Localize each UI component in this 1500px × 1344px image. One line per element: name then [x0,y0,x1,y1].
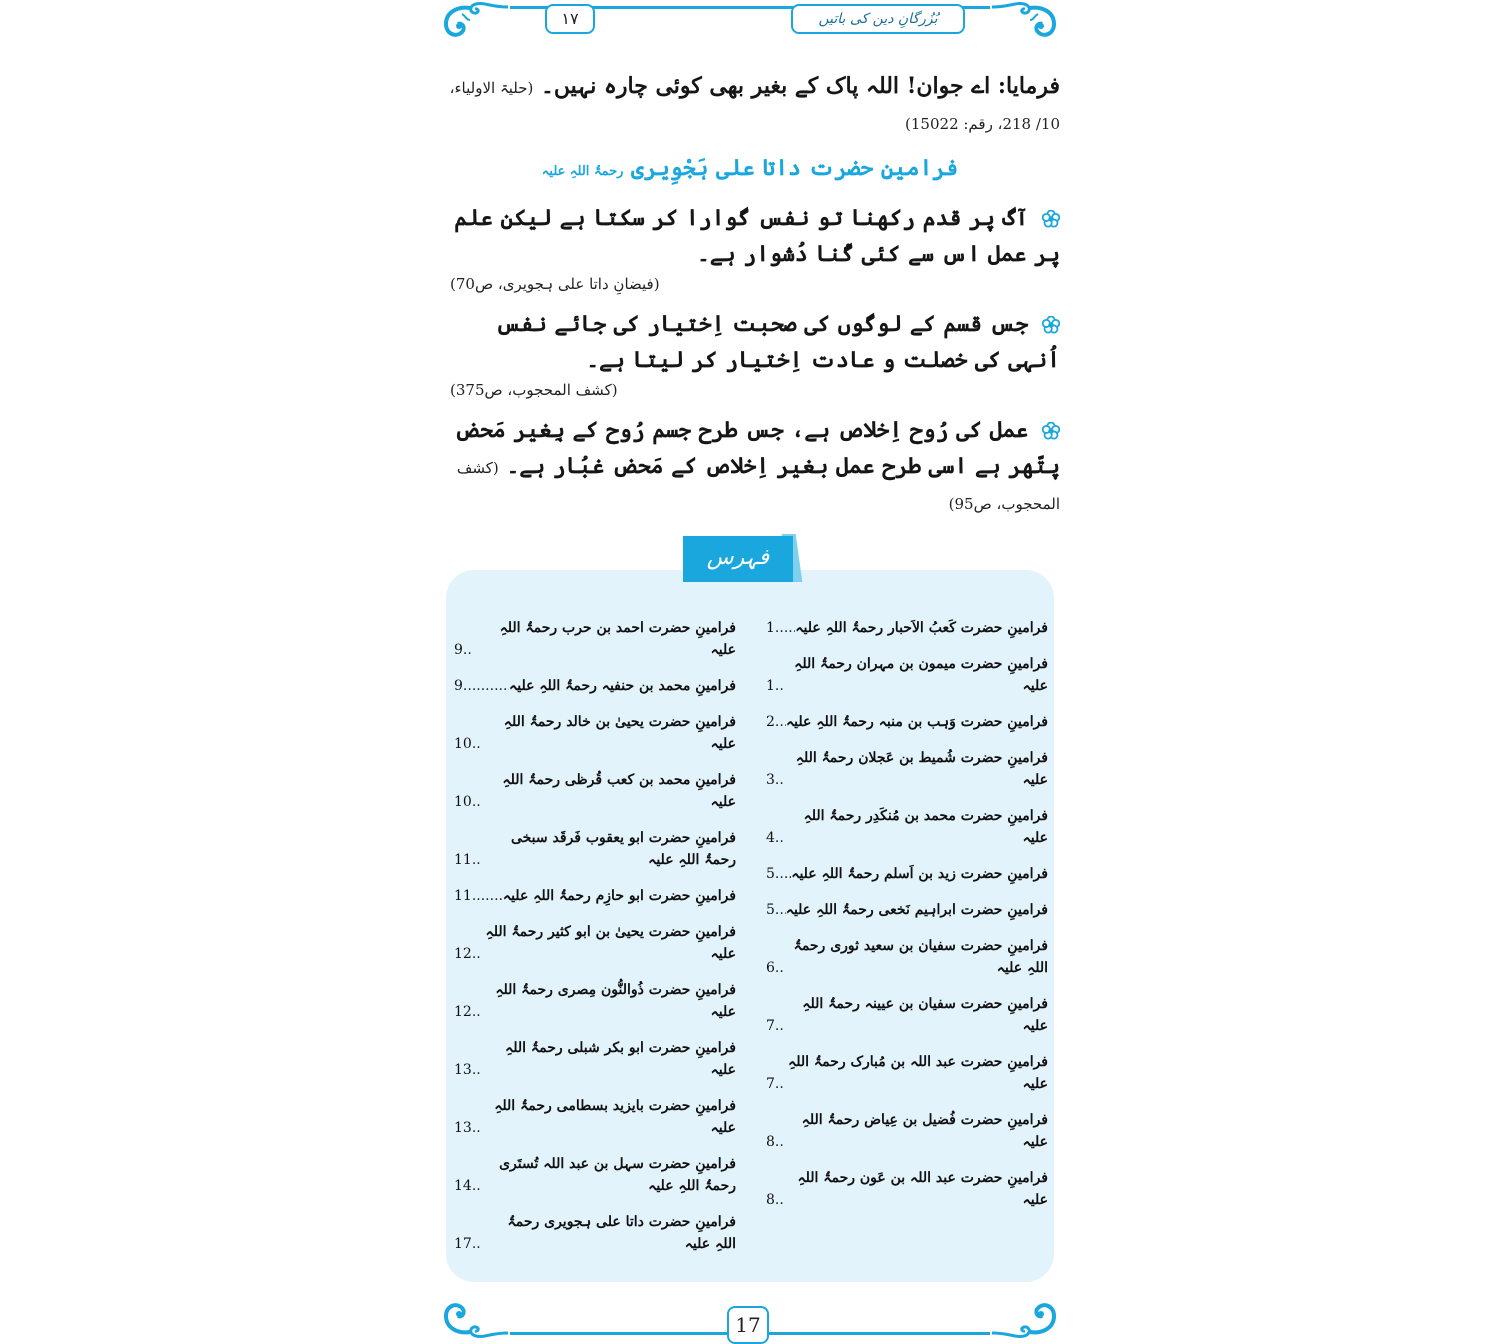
index-column-left [446,610,742,1262]
index-entry[interactable] [764,986,1048,1044]
index-entry[interactable] [764,610,1048,646]
index-entry-leader [472,849,482,871]
index-entry[interactable] [764,928,1048,986]
index-entry-title: فرامینِ حضرت ابو حازِم رحمۃُ اللہِ علیہ [502,888,736,904]
index-entry-page: 12 [454,1004,472,1020]
index-entry-leader [775,1073,785,1095]
index-entry-title: فرامینِ حضرت ابو بکر شبلی رحمۃُ اللہِ علیہ [505,1040,736,1078]
index-entry-leader [472,791,482,813]
index-entry-leader [775,957,785,979]
intro-quote [440,68,1060,140]
index-entry-leader [463,675,509,697]
index-tab: فہرس [683,536,793,582]
index-entry-leader [472,1233,482,1255]
index-entry-title: فرامینِ حضرت شُمیط بن عَجلان رحمۃُ اللہِ علیہ [795,750,1048,788]
saying-1 [440,200,1060,296]
index-entry-leader [472,1117,482,1139]
section-heading-suffix: رحمۃُ اللہِ علیہ [541,164,624,179]
index-entry-page: 4 [766,830,775,846]
index-entry-title: فرامینِ حضرت ابراہیم نَخعی رحمۃُ اللہِ علیہ [785,902,1048,918]
page-header [440,0,1060,46]
index-entry-title: فرامینِ حضرت میمون بن مہران رحمۃُ اللہِ علیہ [794,656,1048,694]
ornament-right-icon [990,1296,1060,1340]
index-entry-page: 7 [766,1076,775,1092]
page-body [440,46,1060,1282]
index-entry[interactable] [452,972,736,1030]
index-entry-page: 12 [454,946,472,962]
index-entry-leader [775,1189,785,1211]
index-entry-page: 1 [766,678,775,694]
index-entry-title: فرامینِ حضرت بایزید بسطامی رحمۃُ اللہِ علیہ [494,1098,736,1136]
index-entry[interactable] [764,646,1048,704]
index-entry[interactable] [764,704,1048,740]
index-entry-leader [775,617,795,639]
book-page [440,0,1060,1342]
index-entry[interactable] [452,762,736,820]
index-entry-title: فرامینِ حضرت یحییٰ بن ابو کثیر رحمۃُ اللہِ علیہ [485,924,736,962]
index-entry[interactable] [764,798,1048,856]
flower-icon [1042,422,1060,440]
index-entry[interactable] [452,1204,736,1262]
index-entry-title: فرامینِ حضرت کَعبُ الاَحبار رحمۃُ اللہِ علیہ [795,620,1048,636]
index-entry-leader [775,769,785,791]
index-entry-leader [775,899,786,921]
page-footer [440,1292,1060,1342]
index-entry[interactable] [452,704,736,762]
index-entry-title: فرامینِ حضرت احمد بن حرب رحمۃُ اللہِ علیہ [499,620,736,658]
index-entry-title: فرامینِ محمد بن حنفیہ رحمۃُ اللہِ علیہ [509,678,736,694]
index-entry-page: 5 [766,866,775,882]
index-entry-page: 9 [454,642,463,658]
index-entry-leader [775,863,791,885]
index-entry-page: 11 [454,852,472,868]
index-entry-page: 13 [454,1120,472,1136]
index-entry[interactable] [452,914,736,972]
index-entry-leader [472,1059,482,1081]
ornament-right-icon [990,0,1060,44]
index-entry[interactable] [452,878,736,914]
index-entry[interactable] [452,1146,736,1204]
index-entry-title: فرامینِ حضرت سہل بن عبد اللہ تُستَری رحمۃُ اللہِ علیہ [499,1156,736,1194]
saying-3 [440,412,1060,520]
index-entry-page: 17 [454,1236,472,1252]
index-entry-title: فرامینِ حضرت ذُوالنُّون مِصری رحمۃُ اللہِ علیہ [495,982,736,1020]
saying-2 [440,306,1060,402]
index-entry[interactable] [764,892,1048,928]
index-box [446,570,1054,1282]
index-entry[interactable] [764,1160,1048,1218]
header-page-number: ١٧ [545,4,595,34]
index-entry[interactable] [764,1044,1048,1102]
flower-icon [1042,316,1060,334]
index-entry-page: 9 [454,678,463,694]
index-entry-leader [472,1175,482,1197]
index-entry-title: فرامینِ حضرت سفیان بن سعید ثوری رحمۃُ اللہِ علیہ [793,938,1048,976]
ornament-left-icon [440,1296,510,1340]
index-entry-leader [775,1131,785,1153]
index-entry-leader [472,885,503,907]
index-entry[interactable] [452,1088,736,1146]
flower-icon [1042,210,1060,228]
index-entry-page: 8 [766,1134,775,1150]
index-entry-page: 10 [454,794,472,810]
index-entry-page: 6 [766,960,775,976]
intro-reference: (حلیۃ الاولیاء، 10/ 218، رقم: 15022) [449,79,1060,133]
index-entry-page: 11 [454,888,472,904]
index-entry[interactable] [452,668,736,704]
index-entry[interactable] [452,820,736,878]
section-heading-text: فرامینِ حضرت داتا علی ہَجْوِیری [631,155,959,181]
index-entry-leader [472,943,482,965]
index-entry-page: 2 [766,714,775,730]
saying-1-text: آگ پر قدم رکھنا تو نفس گوارا کر سکتا ہے لیکن علم پر عمل اس سے کئی گُنا دُشوار ہے۔ [454,205,1060,267]
index-entry-title: فرامینِ حضرت سفیان بن عیینہ رحمۃُ اللہِ علیہ [802,996,1048,1034]
saying-3-reference: (کشف المحجوب، ص95) [456,459,1060,513]
index-entry-page: 3 [766,772,775,788]
intro-text: فرمایا: اے جوان! اللہ پاک کے بغیر بھی کوئی چارہ نہیں۔ [541,73,1060,99]
index-entry-title: فرامینِ حضرت داتا علی ہجویری رحمۃُ اللہِ علیہ [507,1214,736,1252]
saying-3-text: عمل کی رُوح اِخلاص ہے، جس طرح جسم رُوح کے بِغیر مَحض پتّھر ہے اسی طرح عمل بغیر اِخلاص کے مَحض غبُار ہے۔ [454,417,1060,479]
index-entry-leader [472,733,482,755]
saying-2-reference: (کشف المحجوب، ص375) [450,381,618,399]
index-entry-page: 13 [454,1062,472,1078]
index-entry-title: فرامینِ حضرت محمد بن مُنکَدِر رحمۃُ اللہِ علیہ [803,808,1048,846]
footer-page-number: 17 [727,1306,769,1344]
index-entry-leader [472,1001,482,1023]
index-entry-leader [775,711,786,733]
index-entry-title: فرامینِ حضرت زید بن اَسلم رحمۃُ اللہِ علیہ [791,866,1048,882]
index-entry-title: فرامینِ حضرت عبد اللہ بن مُبارک رحمۃُ اللہِ علیہ [788,1054,1048,1092]
index-entry[interactable] [452,1030,736,1088]
index-entry-leader [775,1015,785,1037]
index-entry-title: فرامینِ محمد بن کعب قُرظی رحمۃُ اللہِ علیہ [502,772,736,810]
saying-2-text: جس قسم کے لوگوں کی صحبت اِختیار کی جائے نفس اُنہی کی خصلت و عادت اِختیار کر لیتا ہے۔ [495,311,1060,373]
index-entry-page: 1 [766,620,775,636]
index-entry-title: فرامینِ حضرت ابو یعقوب فَرقَد سبخی رحمۃُ اللہِ علیہ [510,830,736,868]
index-entry[interactable] [764,740,1048,798]
book-title: بُزُرگانِ دین کی باتیں [791,4,965,34]
index-entry-title: فرامینِ حضرت وَہب بن منبہ رحمۃُ اللہِ علیہ [785,714,1048,730]
index-entry-title: فرامینِ حضرت فُضیل بن عِیاض رحمۃُ اللہِ علیہ [801,1112,1048,1150]
ornament-left-icon [440,0,510,44]
saying-1-reference: (فیضانِ داتا علی ہجویری، ص70) [450,275,660,293]
index-entry-leader [463,639,473,661]
index-entry-page: 7 [766,1018,775,1034]
section-heading [440,150,1060,190]
index-entry-title: فرامینِ حضرت عبد اللہ بن عَون رحمۃُ اللہِ علیہ [797,1170,1048,1208]
index-entry-leader [775,675,785,697]
index-entry-page: 5 [766,902,775,918]
index-entry-leader [775,827,785,849]
index-entry[interactable] [764,856,1048,892]
index-entry-page: 10 [454,736,472,752]
index-entry[interactable] [764,1102,1048,1160]
index-entry-page: 14 [454,1178,472,1194]
index-entry-page: 8 [766,1192,775,1208]
index-column-right [758,610,1054,1262]
index-entry-title: فرامینِ حضرت یحییٰ بن خالد رحمۃُ اللہِ علیہ [503,714,736,752]
index-entry[interactable] [452,610,736,668]
